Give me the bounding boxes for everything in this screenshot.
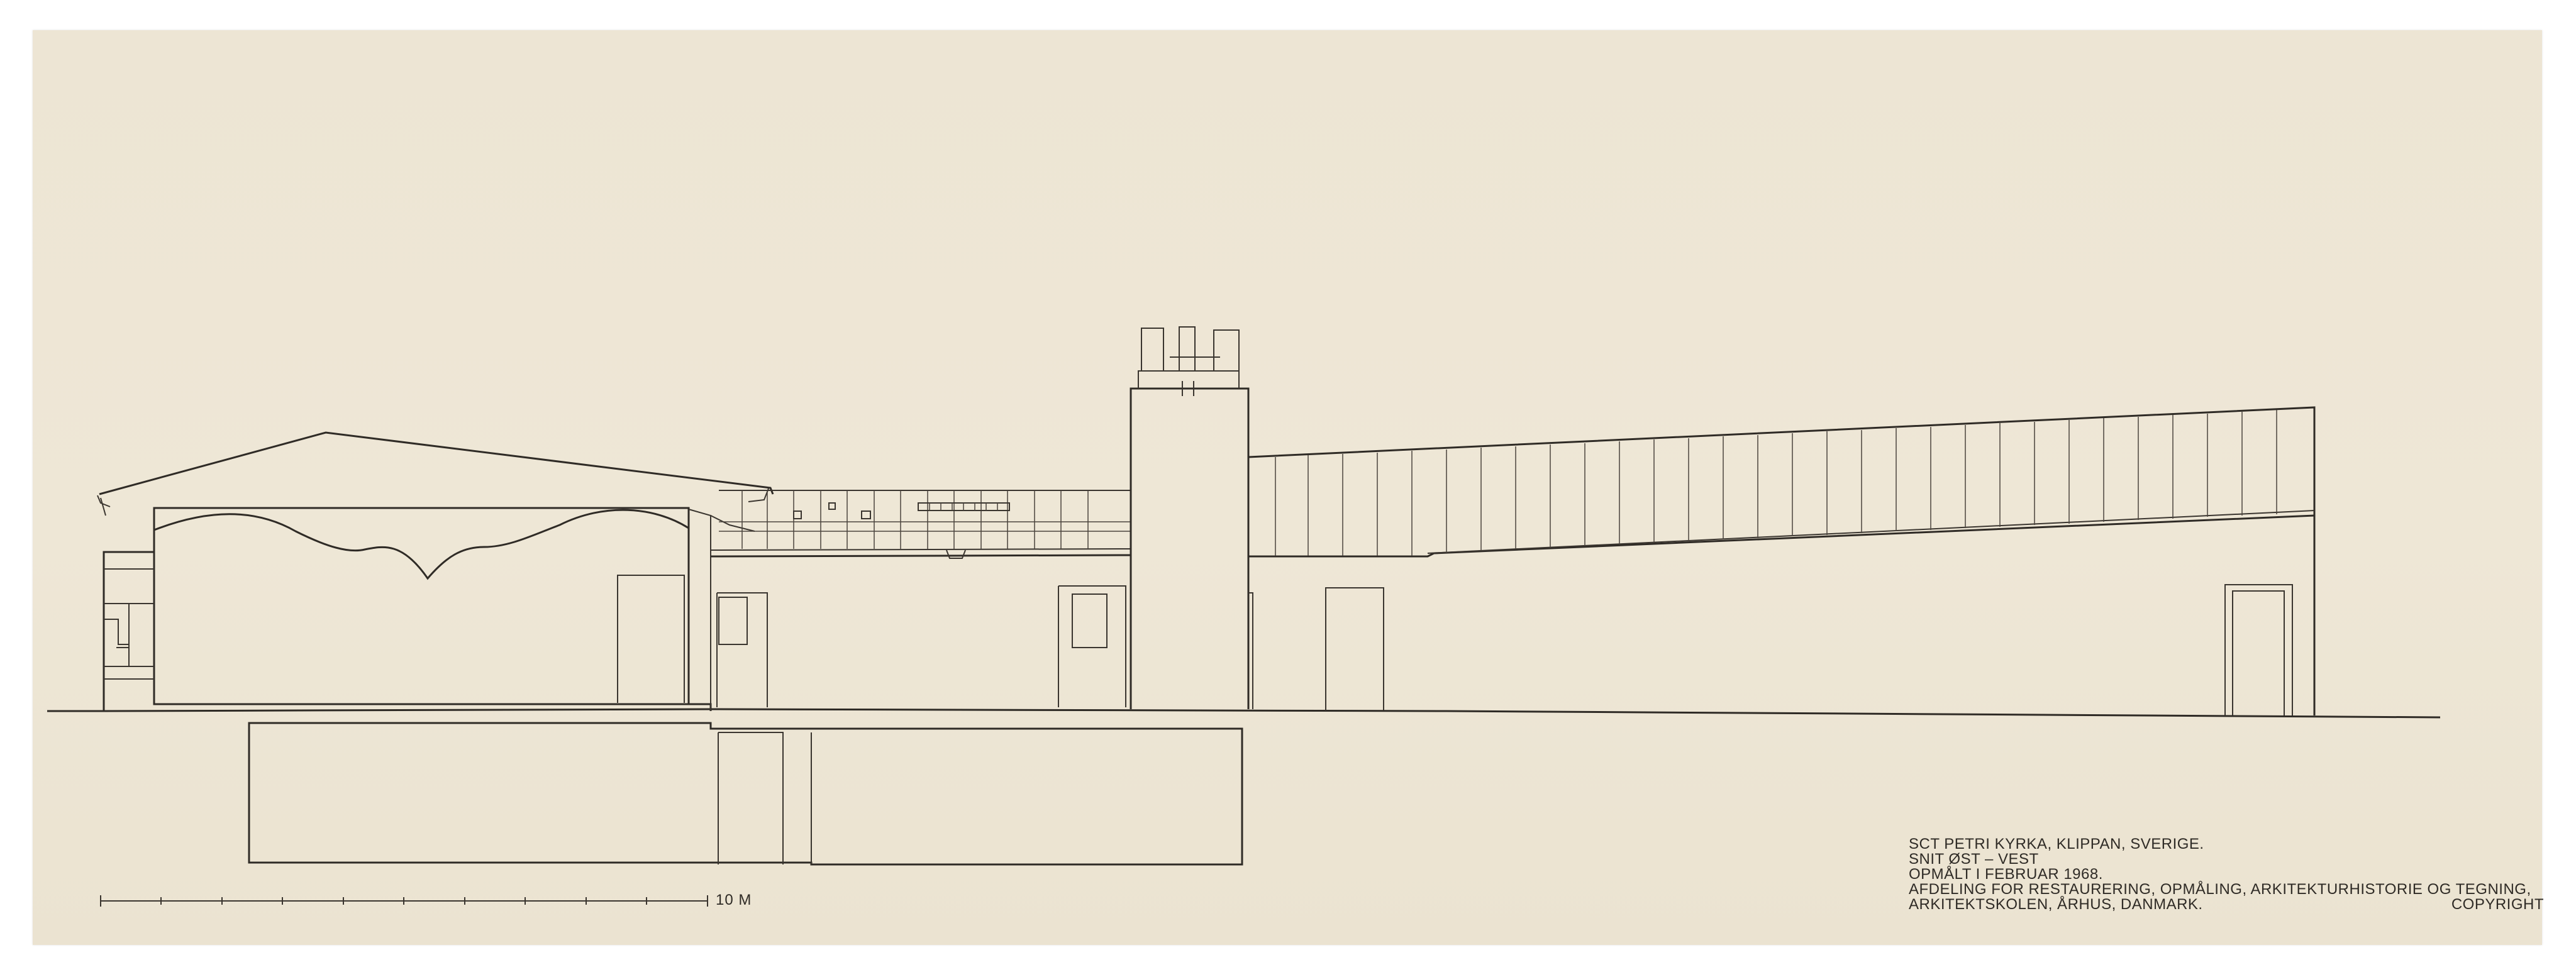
center-block <box>711 490 1131 707</box>
copyright-label: COPYRIGHT <box>2451 896 2544 913</box>
tower <box>1131 327 1253 709</box>
title-line-1: SCT PETRI KYRKA, KLIPPAN, SVERIGE. <box>1909 836 2204 853</box>
ground-line <box>47 709 2440 717</box>
title-line-3: OPMÅLT I FEBRUAR 1968. <box>1909 866 2103 883</box>
scale-bar <box>101 895 708 907</box>
title-line-5: ARKITEKTSKOLEN, ÅRHUS, DANMARK. <box>1909 896 2203 913</box>
crypt <box>249 723 1242 864</box>
scale-label: 10 M <box>716 891 752 908</box>
west-block <box>97 433 773 711</box>
title-block <box>1909 837 2544 912</box>
east-block <box>1248 407 2314 715</box>
title-line-2: SNIT ØST – VEST <box>1909 851 2039 868</box>
title-line-4: AFDELING FOR RESTAURERING, OPMÅLING, ARKITEKTURHISTORIE OG TEGNING, <box>1909 881 2531 898</box>
title-line-5-row <box>1909 897 2544 912</box>
